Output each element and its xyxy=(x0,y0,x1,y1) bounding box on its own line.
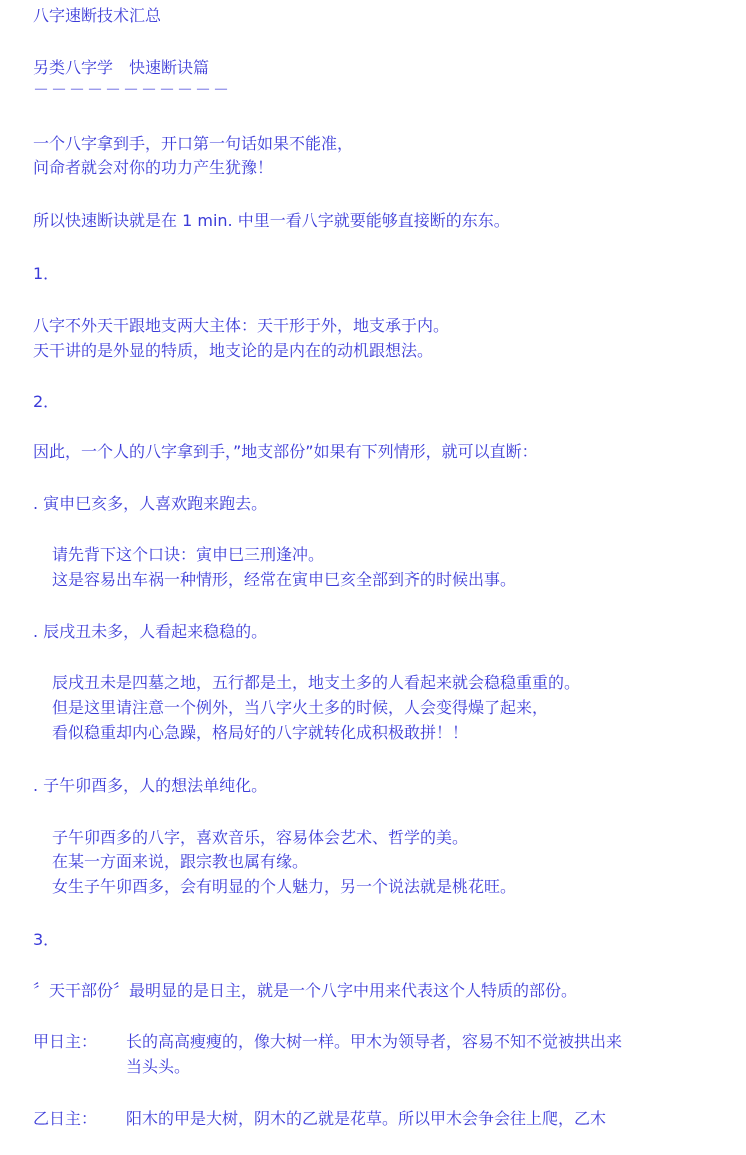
list-item-body: 但是这里请注意一个例外，当八字火土多的时候，人会变得燥了起来， xyxy=(52,698,549,717)
list-item-body: 子午卯酉多的八字，喜欢音乐，容易体会艺术、哲学的美。 xyxy=(52,828,469,847)
entry-label: 甲日主： xyxy=(33,1032,98,1051)
entry-label: 乙日主： xyxy=(33,1109,98,1128)
intro-paragraph: 所以快速断诀就是在 1 min. 中里一看八字就要能够直接断的东东。 xyxy=(33,211,510,230)
intro-line: 问命者就会对你的功力产生犹豫！ xyxy=(33,158,274,177)
list-item-body: 这是容易出车祸一种情形，经常在寅申巳亥全部到齐的时候出事。 xyxy=(52,570,517,589)
section-number: 1． xyxy=(33,264,60,283)
intro-line: 一个八字拿到手，开口第一句话如果不能准， xyxy=(33,134,354,153)
doc-subtitle: 另类八字学 快速断诀篇 xyxy=(33,58,210,77)
section-line: 天干讲的是外显的特质，地支论的是内在的动机跟想法。 xyxy=(33,341,434,360)
section-number: 2． xyxy=(33,392,60,411)
list-item-body: 辰戌丑未是四墓之地，五行都是土，地支土多的人看起来就会稳稳重重的。 xyxy=(52,673,581,692)
doc-rule: －－－－－－－－－－－ xyxy=(33,80,232,99)
doc-title: 八字速断技术汇总 xyxy=(33,6,162,25)
entry-line: 当头头。 xyxy=(126,1057,191,1076)
list-item-body: 在某一方面来说，跟宗教也属有缘。 xyxy=(52,852,309,871)
list-item-heading: . 寅申巳亥多，人喜欢跑来跑去。 xyxy=(33,494,268,513)
section-number: 3． xyxy=(33,930,60,949)
section-lead: 因此，一个人的八字拿到手，”地支部份”如果有下列情形，就可以直断： xyxy=(33,442,538,461)
list-item-heading: . 子午卯酉多，人的想法单纯化。 xyxy=(33,776,268,795)
list-item-body: 请先背下这个口诀：寅申巳三刑逢冲。 xyxy=(52,545,325,564)
entry-line: 长的高高瘦瘦的，像大树一样。甲木为领导者，容易不知不觉被拱出来 xyxy=(126,1032,623,1051)
list-item-body: 看似稳重却内心急躁，格局好的八字就转化成积极敢拼！！ xyxy=(52,723,469,742)
section-line: 八字不外天干跟地支两大主体：天干形于外，地支承于内。 xyxy=(33,316,450,335)
section-lead: 〞天干部份〞最明显的是日主，就是一个八字中用来代表这个人特质的部份。 xyxy=(33,981,578,1000)
list-item-body: 女生子午卯酉多，会有明显的个人魅力，另一个说法就是桃花旺。 xyxy=(52,877,517,896)
list-item-heading: . 辰戌丑未多，人看起来稳稳的。 xyxy=(33,622,268,641)
entry-line: 阳木的甲是大树，阴木的乙就是花草。所以甲木会争会往上爬，乙木 xyxy=(126,1109,607,1128)
